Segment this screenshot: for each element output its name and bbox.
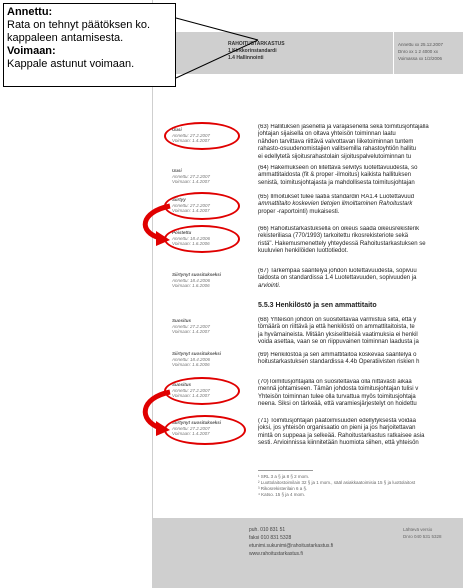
red-arrowhead-icon [156,421,170,436]
legend-callout [3,3,176,87]
header-valid: Voimassa xx 1/2/2006 [398,56,443,61]
margin-entry: Uusi Annettu: 27.2.2007 Voimaan: 1.4.2007 [172,168,211,184]
paragraph-67: (67) Tarkempaa sääntelyä johdon luotettavuudesta, sopivuu taidosta on standardissa 1.4 Luotettavuuden, sopivuuden ja arviointi. [258,268,417,289]
margin-entry: Siirtyy Annettu: 27.2.2007 Voimaan: 1.4.2007 [172,197,211,213]
callout-label-effective: Voimaan: [7,45,56,57]
paragraph-64: (64) Hakemukseen on liitettävä selvitys luotettavuudesta, so ammattitaidosta (fit & proper -ilmoitus) kaikista hallituksen senistä, toimitusjohtajasta ja mahdollisesta toimitusjohtajan [258,165,418,186]
paragraph-65: (65) Ilmoitukset tulee laatia standardin RA1.4 Luotettavuud ammattitaito koskevien tietojen ilmoittaminen Rahoitustark proper -raportointi) mukaisesti. [258,194,415,215]
header-date: Annettu xx 25.12.2007 [398,42,444,47]
paragraph-68: (68) Yhteisön johdon on suositeltavaa varmistua siitä, että y tömäärä on riittävä ja että henkilöstö on ammattitaitoista, te ja hyvämaineista. Mitään yksiselitteisiä vaatimuksia ei henkil voida asettaa, vaan se on riippuvainen toiminnan laadusta ja [258,317,419,346]
margin-entry: Poistettu Annettu: 18.4.2006 Voimaan: 1.6.2006 [172,230,211,246]
paragraph-70: (70)Toimitusjohtajalla on suositeltavaa olla riittävästi aikaa mennä johtamiseen. Tämän johdosta toimitusjohtajan tulisi v Yhteisön toiminnan tulee olla turvattua myös toimitusjohtaja neena. Siksi on tärkeää, että varamiesjärjestelyt on hoidettu [258,379,419,408]
footer-right-1: Lähtevä versio [403,527,433,532]
footer-email: etunimi.sukunimi@rahoitustarkastus.fi [249,543,334,549]
paragraph-66: (66) Rahoitustarkastuksella on oikeus saada oikeusrekisterik rekisteriliasa (770/1993) tarkoitettu rikosrekisteriote sekä ristä". Hakemusmenettely yhteydessä Rahoitustarkastuksen se kuuluvien henkilöiden luottotiedot. [258,226,426,255]
margin-entry: Suositus Annettu: 27.2.2007 Voimaan: 1.4.2007 [172,382,211,398]
margin-entry: Siirtynyt suositukseksi Annettu: 18.4.2006 Voimaan: 1.6.2006 [172,272,222,288]
callout-text-effective: Kappale astunut voimaan. [7,58,135,70]
margin-entry: Suositus Annettu: 27.2.2007 Voimaan: 1.4.2007 [172,318,211,334]
callout-label-issued: Annettu: [7,6,53,18]
header-id: Dnro xx 1 2 4000 xx [398,49,439,54]
section-heading: 5.5.3 Henkilöstö ja sen ammattitaito [258,302,377,309]
margin-entry: Siirtynyt suositukseksi Annettu: 27.2.2007 Voimaan: 1.4.2007 [172,420,222,436]
header-doc-type: 1 Kirkkorinstandardi [228,48,277,54]
paragraph-63: (63) Hallituksen jäsenellä ja varajäsenellä sekä toimitusjohtajalla johtajan sijaisella on oltava yhteisön toiminnan laatu nähden tarvittava riittävä valvottavan liiketoiminnan tuntem rahasto-osuudenomistajien valitsemilla rahastoyhtiön hallitu ei edellytetä sijoitusrahastolain sijoituspalvelutoiminnan tu [258,124,429,160]
red-arrowhead-icon [156,231,170,246]
footer-web: www.rahoitustarkastus.fi [249,551,303,557]
footer-fax: faksi 010 831 5328 [249,535,292,541]
footnotes: ¹ SRL 3 a § ja 8 § 2 mom. ² Luottolaitostoimilain 32 § ja 1 mom., sääl asiakkaatoimisia 15 § ja luottolaitost ³ Rikosrekisterilain 6 a §. ⁴ Katso. 15 § ja 4 mom. [258,474,416,497]
header-org: RAHOITUSTARKASTUS [228,41,285,47]
footer-right-2: Dnro 040 531 5328 [403,534,442,539]
margin-entry: Siirtynyt suositukseksi Annettu: 18.4.2006 Voimaan: 1.6.2006 [172,351,222,367]
callout-text-issued-1: Rata on tehnyt päätöksen ko. [7,19,151,31]
margin-entry: Uusi Annettu: 27.2.2007 Voimaan: 1.4.2007 [172,127,211,143]
footer-phone: puh. 010 831 51 [249,527,286,533]
paragraph-69: (69) Henkilöstöä ja sen ammattitaitoa koskevaa sääntelyä o hoitustarkastuksen standardissa 4.4b Operatiivisten riskien h [258,352,420,366]
paragraph-71: (71) Toimitusjohtajan päätoimisuuden edellytyksestä voidaa joksi, jos yhteisön organisaatio on pieni ja jos harjoitettavan mintä on suppeaa ja selkeää. Rahoitustarkastus ratkaisee asia sesti. Arvioinnissa kiinnitetään huomiota siihen, että yhteisön [258,418,425,447]
footnote-rule [258,470,313,471]
header-section: 1.4 Hallinnointi [228,55,264,61]
callout-text-issued-2: kappaleen antamisesta. [7,32,124,44]
